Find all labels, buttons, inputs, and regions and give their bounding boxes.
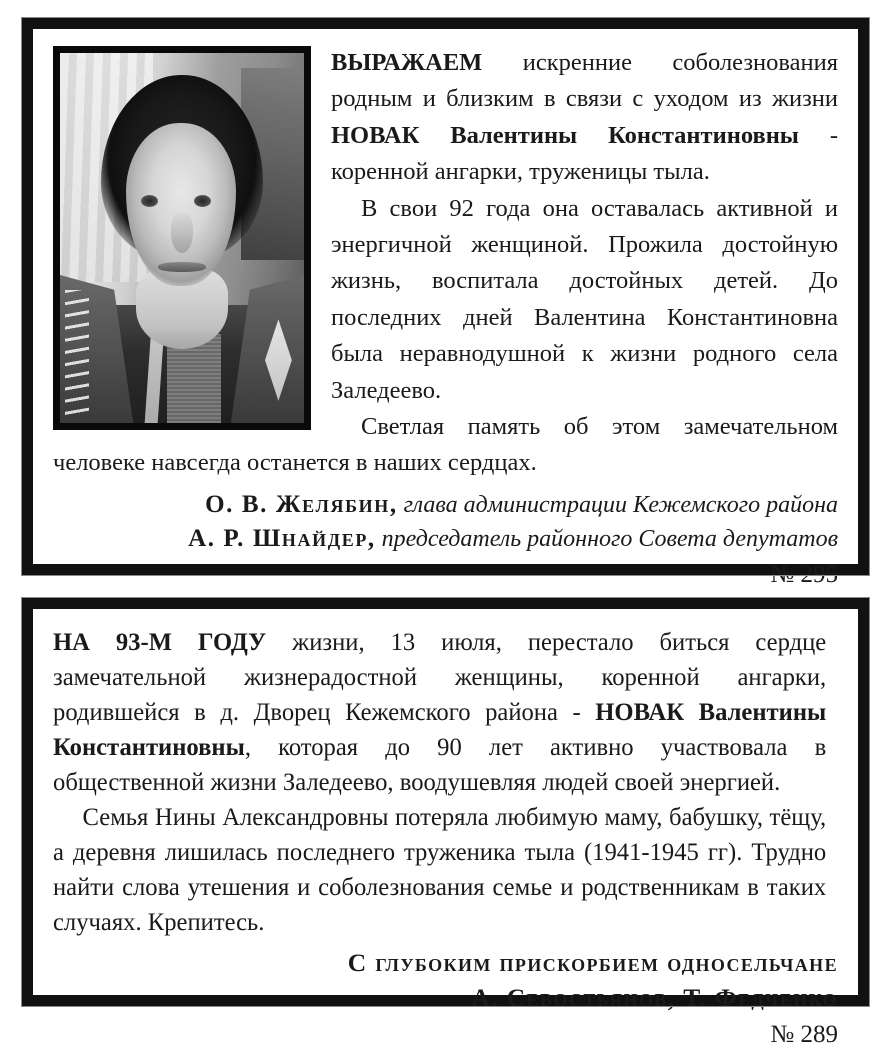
notice-2-body bbox=[53, 625, 826, 940]
portrait-photo-frame bbox=[53, 46, 311, 430]
notice-2-signatures bbox=[53, 946, 838, 1052]
emphasis-text: ВЫРАЖАЕМ bbox=[331, 49, 483, 76]
body-text-run: - коренной ангарки, труженицы тыла. bbox=[331, 121, 838, 186]
photo-mouth bbox=[158, 262, 207, 272]
signature-line bbox=[53, 946, 838, 981]
signature-names: А. Севостьянов, Т. Федченко bbox=[471, 983, 838, 1012]
body-text-run: Семья Нины Александровны потеряла любимую маму, бабушку, тёщу, а деревня лишилась последнего труженика тыла (1941-1945 гг). Трудно найти слова утешения и соболезнования семье и родственникам в таких случаях. Крепитесь. bbox=[53, 804, 827, 936]
photo-zigzag-trim bbox=[65, 290, 89, 416]
photo-eye-left bbox=[141, 195, 158, 207]
obituary-notice-2 bbox=[22, 598, 869, 1048]
emphasis-text: НОВАК Валентины Константиновны bbox=[53, 699, 827, 761]
signature-line bbox=[53, 522, 838, 556]
signature-name: О. В. Желябин, bbox=[205, 490, 398, 518]
notice-reference-number: № 295 bbox=[770, 560, 838, 588]
body-text-run: Светлая память об этом замечательном человеке навсегда останется в наших сердцах. bbox=[53, 413, 838, 477]
body-text-run: , которая до 90 лет активно участвовала в общественной жизни Заледеево, воодушевляя людей своей энергией. bbox=[53, 734, 827, 796]
obituary-notice-1 bbox=[22, 18, 869, 588]
photo-nose bbox=[171, 212, 193, 253]
notice-1-signatures bbox=[53, 488, 838, 592]
notice-1-inner bbox=[33, 29, 858, 588]
emphasis-text: НА 93-М ГОДУ bbox=[53, 629, 267, 656]
signature-line bbox=[53, 981, 838, 1016]
signature-name: А. Р. Шнайдер, bbox=[188, 524, 376, 552]
body-text-run: жизни, 13 июля, перестало биться сердце замечательной жизнерадостной женщины, коренной ангарки, родившейся в д. Дворец Кежемского района - bbox=[53, 629, 827, 726]
paragraph bbox=[53, 625, 826, 800]
body-text-run: искренние соболезнования родным и близким в связи с уходом из жизни bbox=[331, 49, 838, 113]
paragraph bbox=[53, 800, 826, 940]
portrait-photo-image bbox=[60, 53, 304, 423]
emphasis-text: НОВАК Валентины Константиновны bbox=[331, 121, 799, 149]
signature-line bbox=[53, 488, 838, 522]
signature-condolence: С глубоким прискорбием односельчане bbox=[347, 948, 838, 977]
notice-reference-number: № 289 bbox=[770, 1021, 838, 1048]
notice-2-inner bbox=[33, 609, 858, 1048]
signature-role: председатель районного Совета депутатов bbox=[381, 525, 838, 552]
signature-role: глава администрации Кежемского района bbox=[403, 491, 838, 518]
body-text-run: В свои 92 года она оставалась активной и энергичной женщиной. Прожила достойную жизнь, воспитала достойных детей. До последних дней Валентина Константиновна была неравнодушной к жизни родного села Заледеево. bbox=[331, 194, 838, 404]
